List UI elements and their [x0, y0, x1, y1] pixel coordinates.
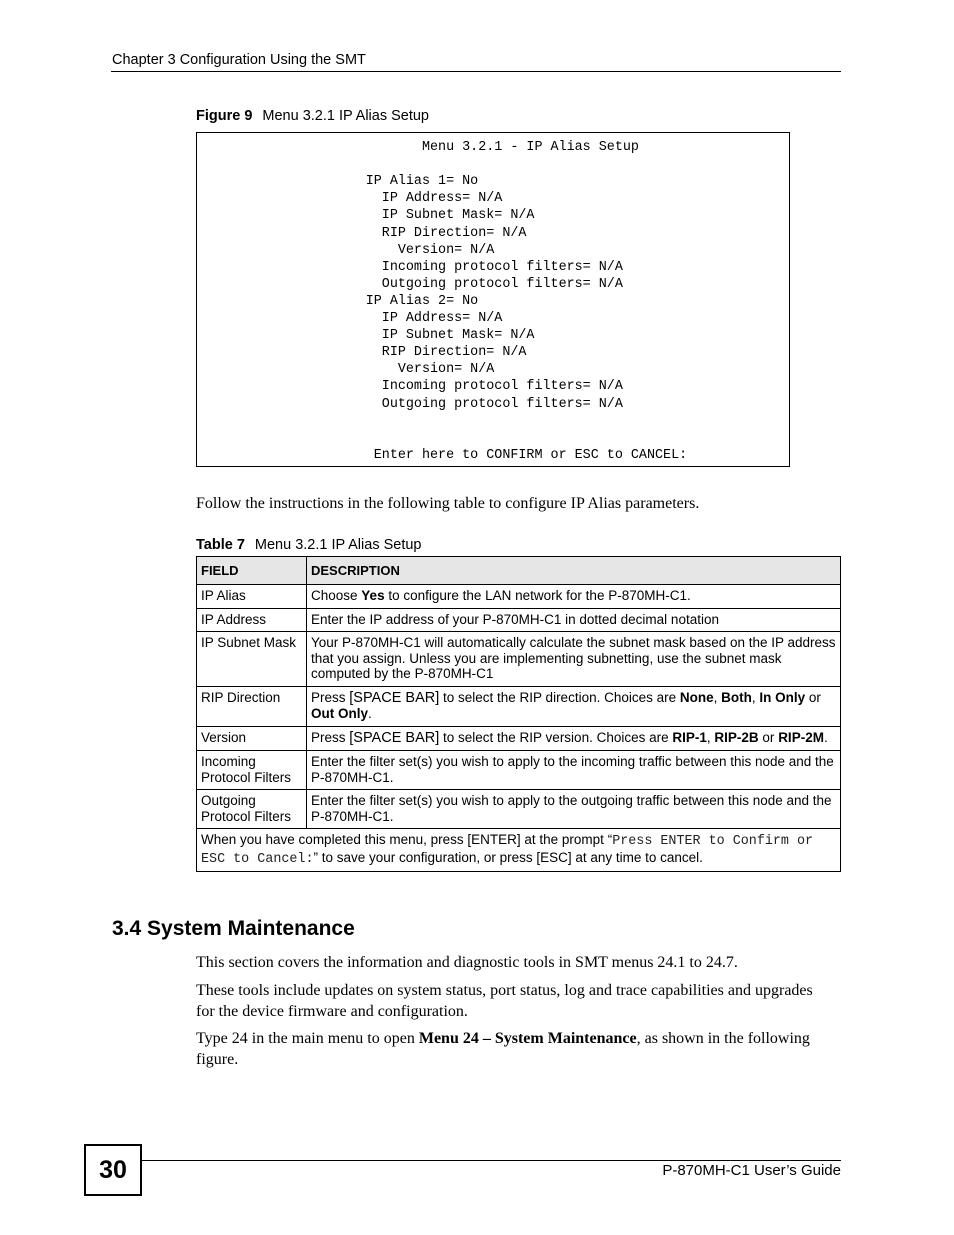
- body-paragraph: [196, 1029, 816, 1070]
- table-row: [197, 686, 841, 726]
- field-cell: Outgoing Protocol Filters: [197, 790, 307, 829]
- smt-screen-line: Outgoing protocol filters= N/A: [205, 396, 623, 412]
- option: Both: [721, 689, 752, 705]
- table-label: Table 7: [196, 537, 245, 553]
- intro-paragraph: Follow the instructions in the following table to configure IP Alias parameters.: [196, 495, 700, 512]
- section-heading: 3.4 System Maintenance: [112, 917, 355, 940]
- footer-guide-title: P-870MH-C1 User’s Guide: [662, 1162, 841, 1179]
- table-title: Menu 3.2.1 IP Alias Setup: [254, 537, 422, 553]
- note-text: When you have completed this menu, press [ENTER] at the prompt “: [201, 832, 613, 847]
- figure-caption: [196, 108, 429, 124]
- separator: ,: [751, 689, 760, 705]
- table-row: [197, 608, 841, 632]
- table-header-row: [197, 557, 841, 585]
- smt-screen-line: Outgoing protocol filters= N/A: [205, 276, 623, 292]
- description-cell: [307, 585, 841, 609]
- smt-screen-line: Incoming protocol filters= N/A: [205, 379, 623, 395]
- option-yes: Yes: [361, 588, 385, 603]
- smt-screen-line: Version= N/A: [205, 362, 495, 378]
- footer-rule: [140, 1160, 841, 1161]
- option: None: [679, 689, 714, 705]
- desc-text: to select the RIP direction. Choices are: [439, 689, 680, 705]
- body-paragraph: These tools include updates on system status, port status, log and trace capabilities and upgrades for the device firmware and configuration.: [196, 982, 813, 1020]
- option: Out Only: [311, 706, 368, 721]
- desc-text: Press: [311, 729, 350, 745]
- table-row: [197, 632, 841, 687]
- option: RIP-2B: [714, 729, 759, 745]
- separator: ,: [713, 689, 722, 705]
- key-name: [SPACE BAR]: [349, 689, 440, 706]
- paragraph-text: Type 24 in the main menu to open: [196, 1030, 419, 1047]
- description-cell: Your P-870MH-C1 will automatically calculate the subnet mask based on the IP address that you assign. Unless you are implementing subnetting, use the subnet mask computed by the P-870MH-C1: [307, 632, 841, 687]
- table-row: [197, 751, 841, 790]
- key-name: [SPACE BAR]: [349, 729, 440, 746]
- smt-screen-line: RIP Direction= N/A: [205, 225, 527, 241]
- smt-screen-line: IP Subnet Mask= N/A: [205, 328, 535, 344]
- header-field: FIELD: [197, 557, 307, 585]
- description-cell: [307, 726, 841, 751]
- smt-screen-line: IP Address= N/A: [205, 311, 503, 326]
- field-cell: IP Subnet Mask: [197, 632, 307, 687]
- prompt-code: Press ENTER to Confirm or ESC to Cancel:: [201, 834, 814, 867]
- smt-screen-line: RIP Direction= N/A: [205, 345, 527, 361]
- header-description: DESCRIPTION: [307, 557, 841, 585]
- table-footer-note: [197, 829, 841, 872]
- field-cell: Version: [197, 726, 307, 751]
- option: In Only: [759, 689, 806, 705]
- smt-screen-line: Version= N/A: [205, 242, 495, 258]
- figure-label: Figure 9: [196, 108, 253, 124]
- table-caption: [196, 537, 422, 553]
- option: RIP-2M: [778, 729, 824, 745]
- separator: .: [368, 706, 372, 721]
- table-row: [197, 790, 841, 829]
- body-paragraph: This section covers the information and diagnostic tools in SMT menus 24.1 to 24.7.: [196, 954, 738, 971]
- menu-name: Menu 24 – System Maintenance: [418, 1030, 637, 1047]
- separator: or: [758, 729, 779, 745]
- header-rule: [111, 71, 841, 72]
- smt-screen-line: IP Alias 1= No: [205, 174, 479, 190]
- table-footer-row: [197, 829, 841, 872]
- description-cell: Enter the filter set(s) you wish to apply to the outgoing traffic between this node and the P-870MH-C1.: [307, 790, 841, 829]
- figure-title: Menu 3.2.1 IP Alias Setup: [262, 108, 430, 124]
- smt-screen-line: Incoming protocol filters= N/A: [205, 259, 623, 275]
- table-row: [197, 585, 841, 609]
- desc-text: Choose: [311, 588, 362, 603]
- note-text: ” to save your configuration, or press [ESC] at any time to cancel.: [313, 849, 703, 865]
- table-row: [197, 726, 841, 751]
- separator: or: [805, 689, 821, 705]
- field-cell: Incoming Protocol Filters: [197, 751, 307, 790]
- smt-screen: [196, 132, 790, 467]
- description-cell: [307, 686, 841, 726]
- field-cell: IP Alias: [197, 585, 307, 609]
- smt-screen-line: IP Address= N/A: [205, 191, 503, 207]
- running-header: Chapter 3 Configuration Using the SMT: [112, 52, 366, 68]
- smt-screen-line: Enter here to CONFIRM or ESC to CANCEL:: [205, 447, 688, 463]
- paragraph-text: , as shown in the following figure.: [196, 1030, 810, 1068]
- option: RIP-1: [672, 729, 707, 745]
- desc-text: Press: [311, 689, 350, 705]
- separator: .: [823, 729, 828, 745]
- smt-screen-line: IP Alias 2= No: [205, 293, 479, 309]
- description-cell: Enter the filter set(s) you wish to apply to the incoming traffic between this node and the P-870MH-C1.: [307, 751, 841, 790]
- page-number: 30: [84, 1144, 142, 1196]
- description-cell: Enter the IP address of your P-870MH-C1 in dotted decimal notation: [307, 608, 841, 632]
- smt-screen-line: Menu 3.2.1 - IP Alias Setup: [205, 140, 639, 155]
- field-cell: IP Address: [197, 608, 307, 632]
- parameter-table: [196, 556, 841, 872]
- separator: ,: [706, 729, 715, 745]
- desc-text: to configure the LAN network for the P-870MH-C1.: [384, 588, 691, 603]
- field-cell: RIP Direction: [197, 686, 307, 726]
- smt-screen-line: IP Subnet Mask= N/A: [205, 208, 535, 224]
- desc-text: to select the RIP version. Choices are: [439, 729, 673, 745]
